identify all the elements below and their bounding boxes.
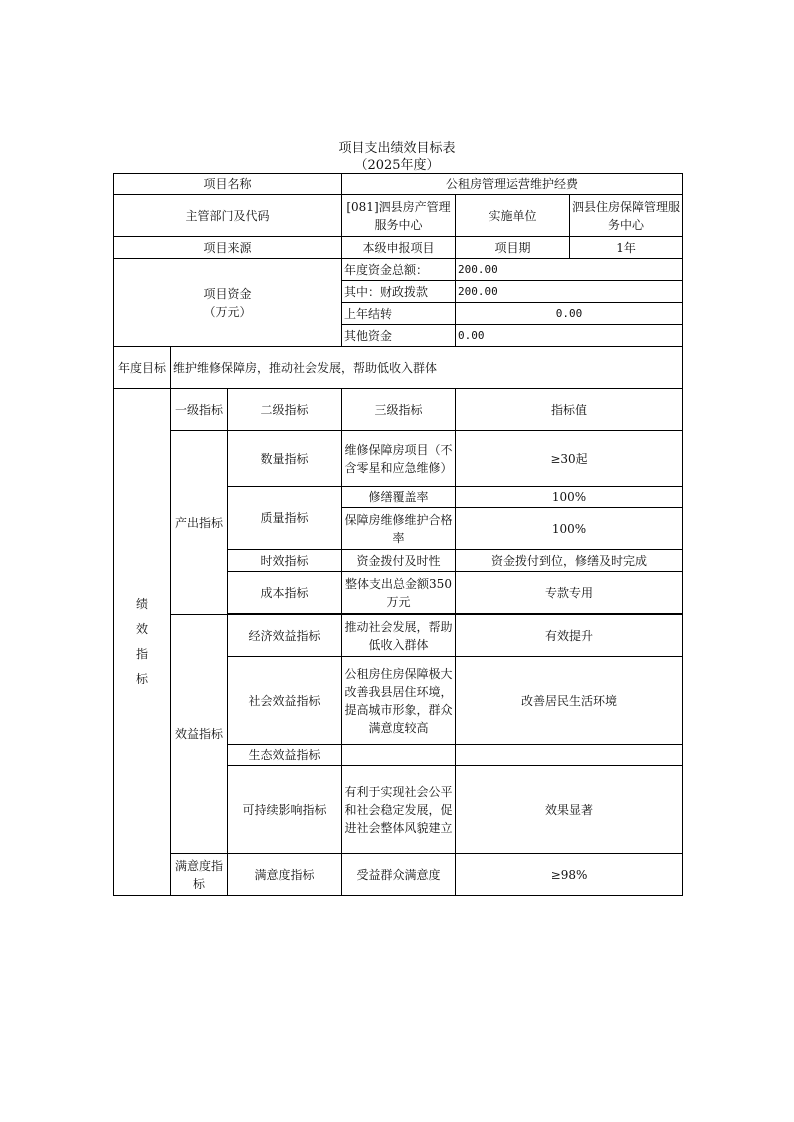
funds-total-label: 年度资金总额： [342, 259, 456, 281]
col-header-level1: 一级指标 [171, 389, 228, 431]
funds-other-value: 0.00 [456, 325, 683, 347]
row-annual-goal [114, 347, 683, 389]
impl-unit-value: 泗县住房保障管理服务中心 [570, 195, 683, 237]
dept-value: [081]泗县房产管理服务中心 [342, 195, 456, 237]
funds-other-label: 其他资金 [342, 325, 456, 347]
value-cell [456, 745, 683, 766]
funds-carryover-value: 0.00 [456, 303, 683, 325]
source-label: 项目来源 [114, 237, 342, 259]
value-cell: 资金拨付到位，修缮及时完成 [456, 550, 683, 572]
level3-cell: 修缮覆盖率 [342, 487, 456, 508]
level2-cell: 数量指标 [228, 431, 342, 487]
col-header-level2: 二级指标 [228, 389, 342, 431]
row-funds-total [114, 259, 683, 281]
level2-cell: 成本指标 [228, 572, 342, 614]
value-cell: 改善居民生活环境 [456, 657, 683, 745]
value-cell: 专款专用 [456, 572, 683, 614]
performance-indicators-text: 绩效指标 [135, 597, 148, 686]
annual-goal-text: 维护维修保障房，推动社会发展，帮助低收入群体 [171, 347, 683, 389]
value-cell: ≥30起 [456, 431, 683, 487]
page-title: 项目支出绩效目标表 [338, 141, 456, 156]
row-source [114, 237, 683, 259]
dept-label: 主管部门及代码 [114, 195, 342, 237]
period-value: 1年 [570, 237, 683, 259]
performance-indicators-label [114, 389, 171, 896]
page-subtitle-year: （2025年度） [354, 158, 440, 173]
value-cell: ≥98% [456, 854, 683, 896]
annual-goal-label: 年度目标 [114, 347, 171, 389]
funds-fiscal-value: 200.00 [456, 281, 683, 303]
level2-cell: 质量指标 [228, 487, 342, 550]
level2-cell: 可持续影响指标 [228, 766, 342, 854]
funds-label [114, 259, 342, 347]
table-row [114, 431, 683, 487]
level2-cell: 经济效益指标 [228, 615, 342, 657]
period-label: 项目期 [456, 237, 570, 259]
level2-cell: 时效指标 [228, 550, 342, 572]
value-cell: 100% [456, 487, 683, 508]
level2-cell: 生态效益指标 [228, 745, 342, 766]
level3-cell: 公租房住房保障极大改善我县居住环境，提高城市形象，群众满意度较高 [342, 657, 456, 745]
level3-cell: 推动社会发展，帮助低收入群体 [342, 615, 456, 657]
level2-cell: 满意度指标 [228, 854, 342, 896]
source-value: 本级申报项目 [342, 237, 456, 259]
table-row [114, 854, 683, 896]
table-row [114, 615, 683, 657]
value-cell: 有效提升 [456, 615, 683, 657]
row-department [114, 195, 683, 237]
level3-cell: 保障房维修维护合格率 [342, 508, 456, 550]
level3-cell: 受益群众满意度 [342, 854, 456, 896]
performance-target-table [113, 173, 683, 896]
level3-cell: 有利于实现社会公平和社会稳定发展，促进社会整体风貌建立 [342, 766, 456, 854]
funds-fiscal-label: 其中：财政拨款 [342, 281, 456, 303]
funds-label-line2: （万元） [203, 304, 252, 319]
row-indicator-header [114, 389, 683, 431]
value-cell: 效果显著 [456, 766, 683, 854]
funds-carryover-label: 上年结转 [342, 303, 456, 325]
level3-cell [342, 745, 456, 766]
col-header-value: 指标值 [456, 389, 683, 431]
level3-cell: 资金拨付及时性 [342, 550, 456, 572]
col-header-level3: 三级指标 [342, 389, 456, 431]
project-name-value: 公租房管理运营维护经费 [342, 174, 683, 195]
project-name-label: 项目名称 [114, 174, 342, 195]
impl-unit-label: 实施单位 [456, 195, 570, 237]
funds-label-line1: 项目资金 [203, 286, 252, 301]
value-cell: 100% [456, 508, 683, 550]
funds-total-value: 200.00 [456, 259, 683, 281]
satisfaction-indicators-label: 满意度指标 [171, 854, 228, 896]
level3-cell: 整体支出总金额350万元 [342, 572, 456, 614]
row-project-name [114, 174, 683, 195]
level2-cell: 社会效益指标 [228, 657, 342, 745]
level3-cell: 维修保障房项目（不含零星和应急维修） [342, 431, 456, 487]
effect-indicators-label: 效益指标 [171, 615, 228, 854]
output-indicators-label: 产出指标 [171, 431, 228, 615]
